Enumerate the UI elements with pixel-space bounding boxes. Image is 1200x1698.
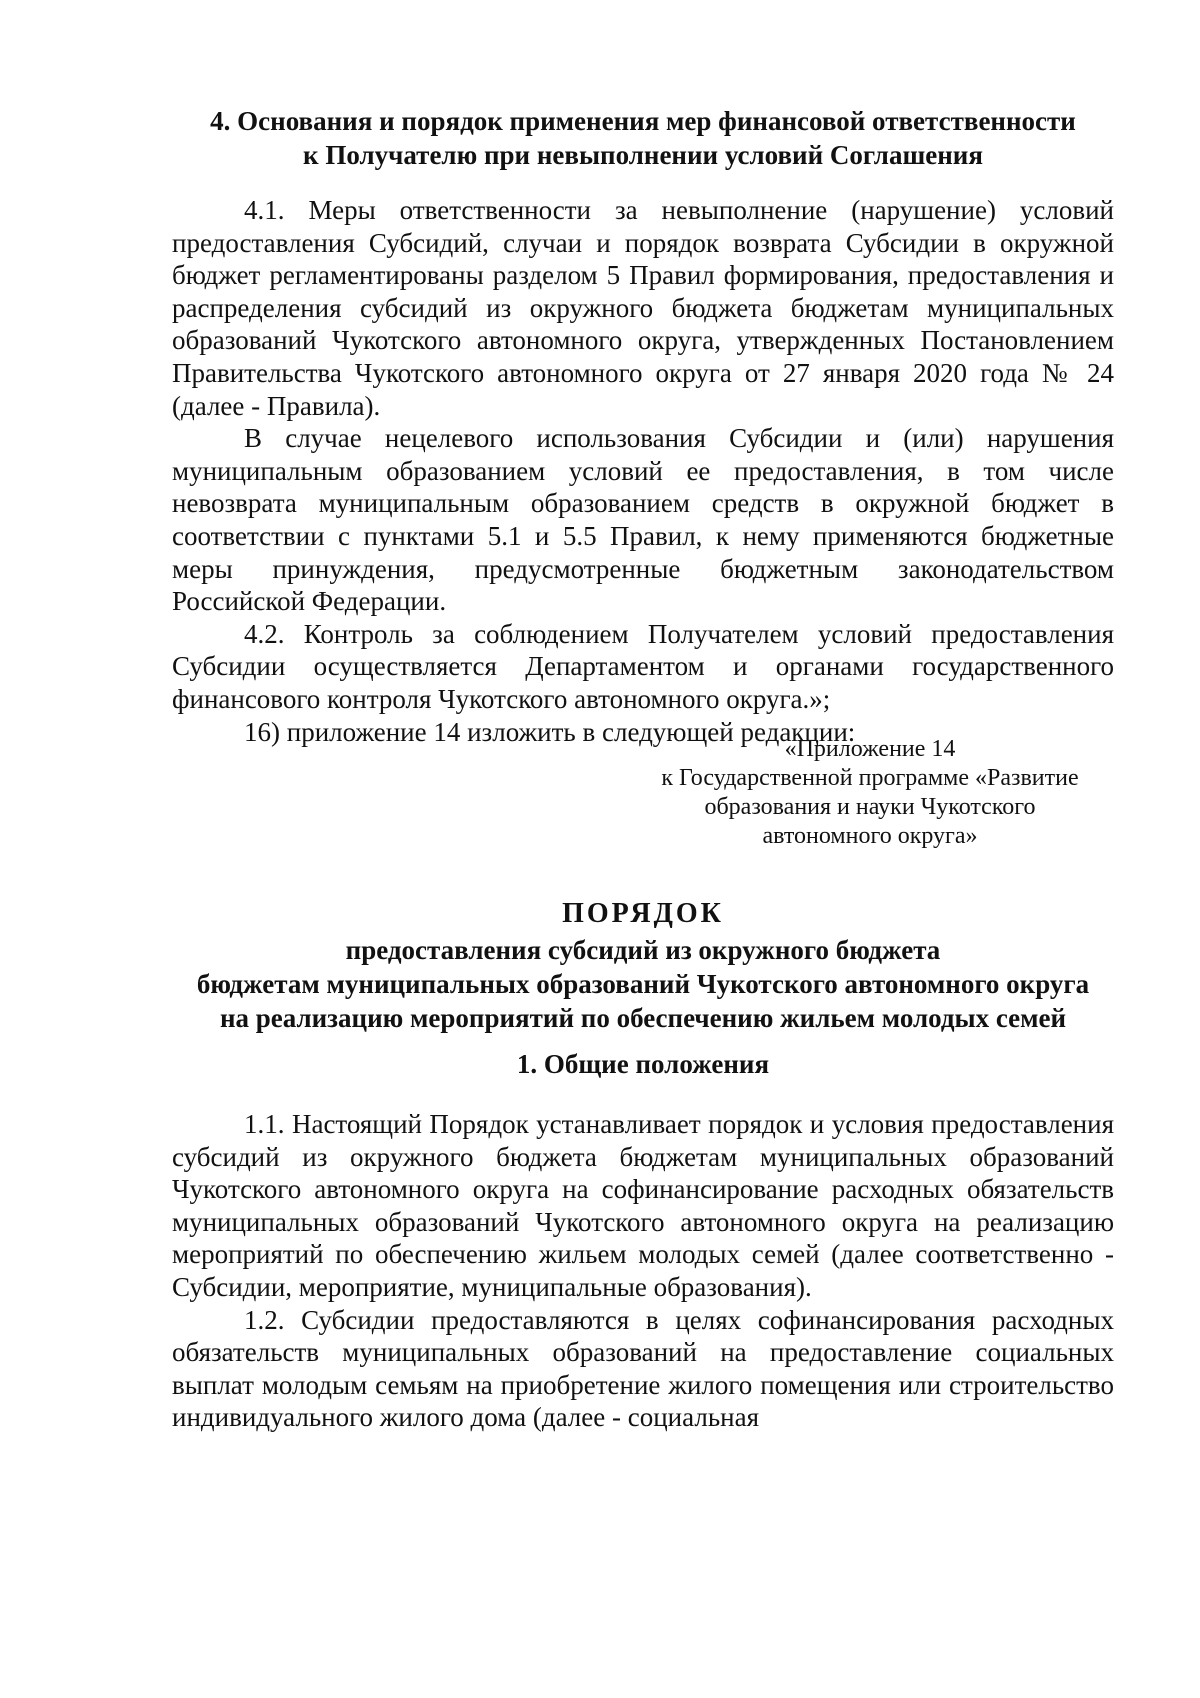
section1-title: 1. Общие положения (516, 1049, 770, 1079)
section1-body (172, 1108, 1114, 1434)
order-heading (172, 897, 1114, 1035)
paragraph-16: 16) приложение 14 изложить в следующей редакции: (244, 716, 856, 747)
order-title: ПОРЯДОК (562, 898, 724, 929)
section4-heading (172, 104, 1114, 172)
section4-title-line2: к Получателю при невыполнении условий Соглашения (303, 140, 983, 170)
paragraph-4-2: 4.2. Контроль за соблюдением Получателем условий предоставления Субсидии осуществляется Департаментом и органами государственного финансового контроля Чукотского автономного округа.»; (172, 618, 1114, 714)
appendix-line1: «Приложение 14 (784, 736, 956, 762)
paragraph-4-1-b: В случае нецелевого использования Субсидии и (или) нарушения муниципальным образованием условий ее предоставления, в том числе невозврата муниципальным образованием средств в окружной бюджет в соответствии с пунктами 5.1 и 5.5 Правил, к нему применяются бюджетные меры принуждения, предусмотренные бюджетным законодательством Российской Федерации. (172, 423, 1114, 617)
section4-title-line1: 4. Основания и порядок применения мер финансовой ответственности (210, 106, 1076, 136)
appendix-note (640, 735, 1100, 851)
order-subtitle-line1: предоставления субсидий из окружного бюджета (345, 935, 941, 965)
order-subtitle-line3: на реализацию мероприятий по обеспечению жильем молодых семей (219, 1003, 1067, 1033)
paragraph-1-2: 1.2. Субсидии предоставляются в целях софинансирования расходных обязательств муниципальных образований на предоставление социальных выплат молодым семьям на приобретение жилого помещения или строительство индивидуального жилого дома (далее - социальная (172, 1304, 1114, 1433)
paragraph-1-1: 1.1. Настоящий Порядок устанавливает порядок и условия предоставления субсидий из окружного бюджета бюджетам муниципальных образований Чукотского автономного округа на софинансирование расходных обязательств муниципальных образований Чукотского автономного округа на реализацию мероприятий по обеспечению жильем молодых семей (далее соответственно - Субсидии, мероприятие, муниципальные образования). (172, 1109, 1114, 1302)
appendix-line2: к Государственной программе «Развитие (661, 765, 1079, 791)
order-subtitle-line2: бюджетам муниципальных образований Чукотского автономного округа (196, 969, 1090, 999)
appendix-line4: автономного округа» (762, 823, 978, 849)
paragraph-4-1: 4.1. Меры ответственности за невыполнение (нарушение) условий предоставления Субсидий, случаи и порядок возврата Субсидии в окружной бюджет регламентированы разделом 5 Правил формирования, предоставления и распределения субсидий из окружного бюджета бюджетам муниципальных образований Чукотского автономного округа, утвержденных Постановлением Правительства Чукотского автономного округа от 27 января 2020 года № 24 (далее - Правила). (172, 195, 1114, 421)
appendix-line3: образования и науки Чукотского (704, 794, 1036, 820)
section4-body (172, 194, 1114, 748)
